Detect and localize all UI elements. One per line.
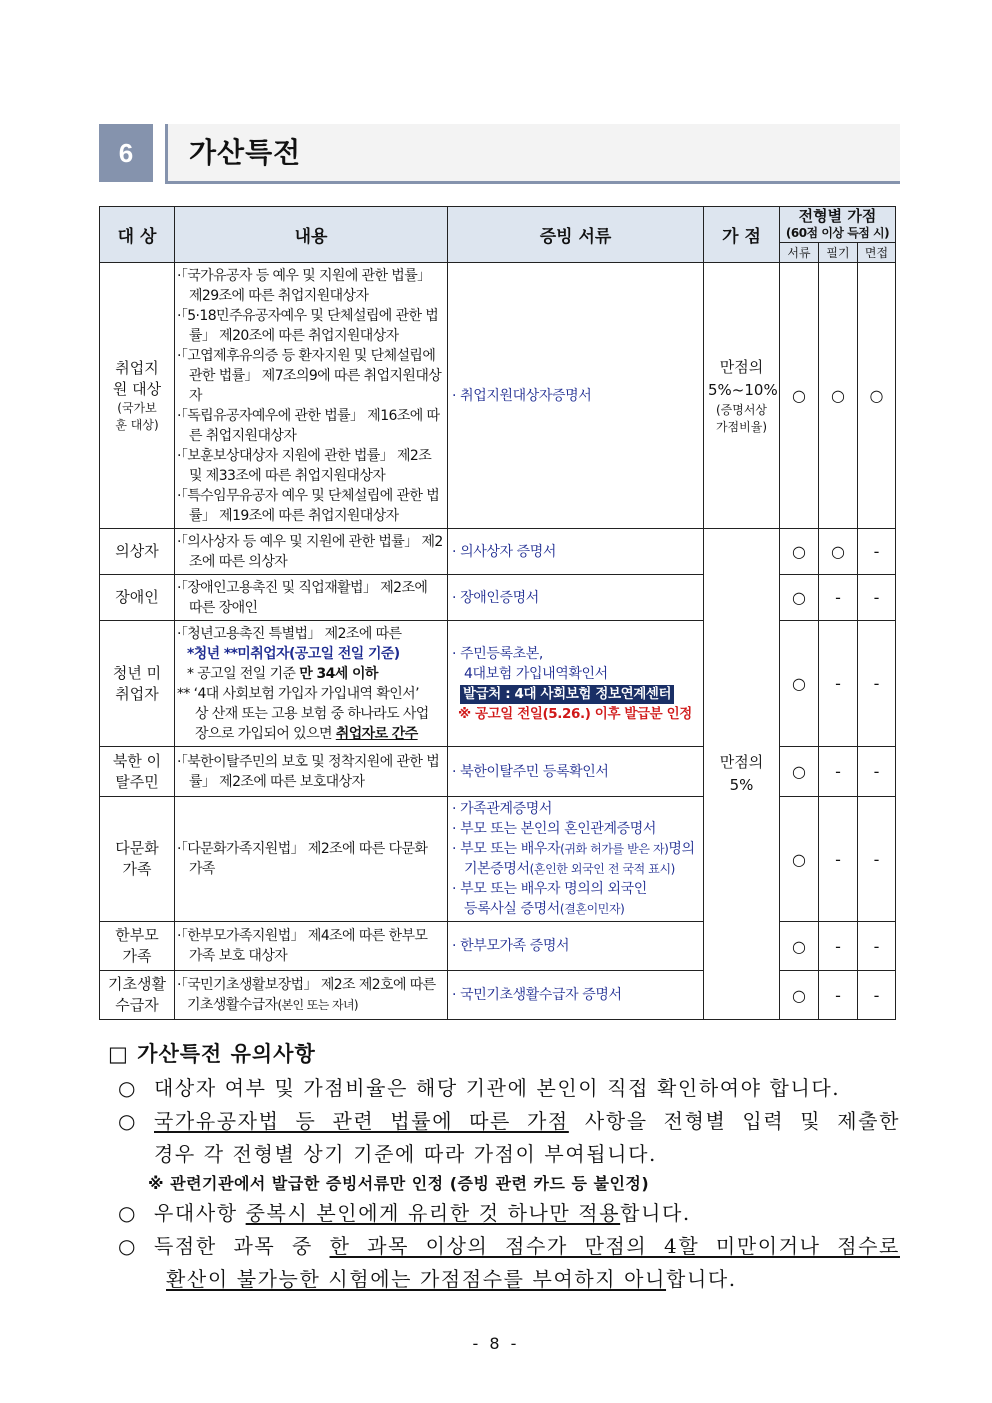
note-item (108, 1230, 900, 1263)
mark-written: - (819, 575, 858, 621)
section-underline (165, 181, 900, 184)
row-content (175, 747, 448, 797)
circle-bullet-icon: ○ (118, 1201, 138, 1225)
table-row (100, 263, 896, 529)
mark-docs: ○ (780, 922, 819, 971)
docs-line: · 가족관계증명서 (452, 801, 552, 817)
content-ins-1: ** ‘4대 사회보험 가입자 가입내역 확인서’ (177, 685, 419, 702)
docs-text: 명의 (668, 841, 695, 857)
mark-written: - (819, 922, 858, 971)
header-stage-group-label: 전형별 가점 (798, 206, 877, 225)
mark-interview: - (858, 621, 896, 747)
circle-bullet-icon: ○ (118, 1076, 138, 1100)
content-text: 기초생활수급자 (187, 997, 278, 1013)
note-item (108, 1197, 900, 1230)
content-item: ·「국가유공자 등 예우 및 지원에 관한 법률」 제29조에 따른 취업지원대상자 (177, 267, 431, 304)
row-target: 북한 이탈주민 (100, 747, 175, 797)
content-intro: ·「청년고용촉진 특별법」 제2조에 따른 (177, 625, 402, 642)
content-item: ·「장애인고용촉진 및 직업재활법」 제2조에 따른 장애인 (177, 579, 428, 616)
bonus-points-table (99, 206, 896, 1020)
points-value: 만점의 5%~10% (708, 357, 778, 399)
docs-small: (귀화 허가를 받은 자) (560, 842, 669, 856)
docs-issuer-badge: 발급처 : 4대 사회보험 정보연계센터 (460, 685, 674, 704)
docs-text: 등록사실 증명서 (464, 901, 560, 917)
row-target: 기초생활 수급자 (100, 971, 175, 1020)
notes-section (108, 1036, 900, 1296)
content-age (177, 664, 444, 684)
row-content (175, 529, 448, 575)
note-text: 득점한 과목 중 (154, 1234, 330, 1258)
row-docs (448, 621, 704, 747)
mark-docs: ○ (780, 263, 819, 529)
content-item: ·「국민기초생활보장법」 제2조 제2호에 따른 (177, 977, 436, 993)
mark-written: ○ (819, 529, 858, 575)
section-title: 가산특전 (189, 136, 302, 169)
docs-note: ※ 공고일 전일(5.26.) 이후 발급분 인정 (458, 705, 692, 722)
content-item: ·「독립유공자예우에 관한 법률」 제16조에 따른 취업지원대상자 (177, 407, 440, 444)
section-number: 6 (99, 124, 153, 182)
row-content (175, 575, 448, 621)
note-underlined: 환산이 불가능한 시험에는 가점점수를 부여하지 아니 (166, 1267, 667, 1291)
content-item: ·「특수임무유공자 예우 및 단체설립에 관한 법률」 제19조에 따른 취업지원대상자 (177, 487, 440, 524)
circle-bullet-icon: ○ (118, 1234, 138, 1258)
mark-docs: ○ (780, 971, 819, 1020)
docs-small: (결혼이민자) (559, 902, 625, 916)
content-item: ·「한부모가족지원법」 제4조에 따른 한부모 가족 보호 대상자 (177, 928, 428, 964)
docs-line (452, 839, 699, 859)
row-docs: · 북한이탈주민 등록확인서 (448, 747, 704, 797)
note-remark: ※ 관련기관에서 발급한 증빙서류만 인정 (증빙 관련 카드 등 불인정) (148, 1174, 650, 1193)
header-stage-written: 필기 (819, 243, 858, 263)
content-item: ·「의사상자 등 예우 및 지원에 관한 법률」 제2조에 따른 의상자 (177, 533, 443, 570)
note-underlined: 한 과목 이상의 점수가 만점의 4할 미만이거나 점수로 (329, 1234, 900, 1258)
note-text: 대상자 여부 및 가점비율은 해당 기관에 본인이 직접 확인하여야 합니다. (154, 1076, 841, 1100)
mark-docs: ○ (780, 621, 819, 747)
note-item (108, 1072, 900, 1105)
header-stage-docs: 서류 (780, 243, 819, 263)
docs-line (452, 899, 699, 919)
row-points (704, 263, 780, 529)
mark-written: - (819, 621, 858, 747)
row-docs: · 한부모가족 증명서 (448, 922, 704, 971)
row-target-sub: (국가보훈 대상) (115, 400, 159, 432)
content-item (177, 995, 444, 1015)
row-docs: · 장애인증명서 (448, 575, 704, 621)
note-text: 우대사항 (154, 1201, 246, 1225)
content-item: ·「5·18민주유공자예우 및 단체설립에 관한 법률」 제20조에 따른 취업지원대상자 (177, 307, 439, 344)
content-age-bold: 만 34세 이하 (299, 665, 378, 682)
content-ins-3-bold: 취업자로 간주 (335, 725, 418, 742)
circle-bullet-icon: ○ (118, 1109, 138, 1133)
docs-text: · 부모 또는 배우자 (452, 841, 561, 857)
table-row (100, 529, 896, 575)
header-stage-group (780, 207, 896, 243)
row-docs (448, 797, 704, 922)
content-ins-2: 상 산재 또는 고용 보험 중 하나라도 사업 (195, 705, 429, 722)
docs-small: (혼인한 외국인 전 국적 표시) (529, 862, 675, 876)
docs-line: · 부모 또는 배우자 명의의 외국인 (452, 881, 647, 897)
row-points-shared: 만점의 5% (704, 529, 780, 1020)
header-stage-group-sub: (60점 이상 득점 시) (785, 225, 890, 240)
mark-interview: - (858, 575, 896, 621)
content-youth (177, 644, 444, 664)
mark-interview: - (858, 747, 896, 797)
row-docs: · 취업지원대상자증명서 (448, 263, 704, 529)
content-item: ·「고엽제후유의증 등 환자지원 및 단체설립에 관한 법률」 제7조의9에 따른 취업지원대상자 (177, 347, 442, 404)
mark-docs: ○ (780, 529, 819, 575)
mark-interview: - (858, 529, 896, 575)
notes-title: □ 가산특전 유의사항 (108, 1042, 316, 1066)
docs-line: · 부모 또는 본인의 혼인관계증명서 (452, 821, 656, 837)
row-target: 한부모 가족 (100, 922, 175, 971)
mark-written: - (819, 747, 858, 797)
row-target: 다문화 가족 (100, 797, 175, 922)
mark-written: - (819, 971, 858, 1020)
section-header (99, 124, 900, 184)
note-continuation: 경우 각 전형별 상기 기준에 따라 가점이 부여됩니다. (154, 1142, 657, 1166)
header-points: 가 점 (704, 207, 780, 263)
docs-text: 기본증명서 (464, 861, 530, 877)
header-content: 내용 (175, 207, 448, 263)
header-docs: 증빙 서류 (448, 207, 704, 263)
row-docs: · 의사상자 증명서 (448, 529, 704, 575)
content-ins-3-prefix: 장으로 가입되어 있으면 (195, 725, 336, 742)
mark-interview: - (858, 922, 896, 971)
note-underlined: 국가유공자법 등 관련 법률에 따른 가점 (154, 1109, 569, 1133)
note-text: 합니다. (666, 1267, 737, 1291)
section-divider (165, 124, 168, 182)
content-youth-text: *청년 **미취업자(공고일 전일 기준) (187, 645, 400, 662)
row-content (175, 263, 448, 529)
mark-docs: ○ (780, 575, 819, 621)
row-content (175, 922, 448, 971)
note-underlined: 중복시 본인에게 유리한 것 하나만 적용 (245, 1201, 621, 1225)
header-target: 대 상 (100, 207, 175, 263)
mark-interview: ○ (858, 263, 896, 529)
row-target (100, 263, 175, 529)
points-sub: (증명서상 가점비율) (715, 402, 768, 434)
content-age-prefix: * 공고일 전일 기준 (187, 665, 300, 682)
row-docs: · 국민기초생활수급자 증명서 (448, 971, 704, 1020)
row-content (175, 621, 448, 747)
mark-docs: ○ (780, 797, 819, 922)
header-stage-interview: 면접 (858, 243, 896, 263)
content-small: (본인 또는 자녀) (277, 998, 359, 1012)
docs-line: · 주민등록초본, (452, 645, 543, 662)
note-text: 사항을 전형별 입력 및 제출한 (568, 1109, 900, 1133)
row-content (175, 971, 448, 1020)
row-target: 청년 미취업자 (100, 621, 175, 747)
content-item: ·「북한이탈주민의 보호 및 정착지원에 관한 법률」 제2조에 따른 보호대상자 (177, 753, 440, 790)
content-item: ·「보훈보상대상자 지원에 관한 법률」 제2조 및 제33조에 따른 취업지원대상자 (177, 447, 432, 484)
row-content (175, 797, 448, 922)
mark-written: - (819, 797, 858, 922)
note-continuation (108, 1263, 900, 1296)
note-item (108, 1105, 900, 1138)
mark-docs: ○ (780, 747, 819, 797)
content-ins-3 (177, 724, 444, 744)
mark-interview: - (858, 971, 896, 1020)
content-item: ·「다문화가족지원법」 제2조에 따른 다문화 가족 (177, 841, 428, 877)
docs-line: 4대보험 가입내역확인서 (464, 665, 608, 682)
row-target-label: 취업지원 대상 (112, 358, 162, 398)
mark-interview: - (858, 797, 896, 922)
row-target: 장애인 (100, 575, 175, 621)
note-text: 합니다. (620, 1201, 691, 1225)
docs-line (452, 859, 699, 879)
row-target: 의상자 (100, 529, 175, 575)
mark-written: ○ (819, 263, 858, 529)
page-number: - 8 - (472, 1334, 520, 1353)
